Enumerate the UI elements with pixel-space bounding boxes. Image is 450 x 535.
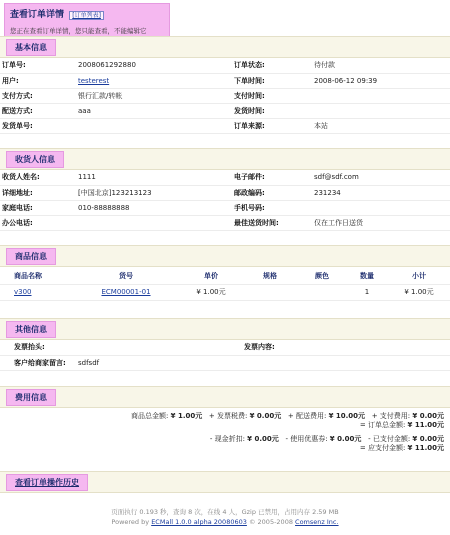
payment-fee-value: ¥ 0.00元 [412, 412, 444, 420]
zipcode-label: 邮政编码: [232, 185, 312, 200]
col-spec: 规格 [242, 269, 298, 284]
basic-info-table [0, 58, 450, 134]
zipcode-value: 231234 [312, 185, 450, 200]
order-time-value: 2008-06-12 09:39 [312, 73, 450, 88]
address-value: [中国北京]123213123 [76, 185, 232, 200]
other-section-bar [0, 318, 450, 340]
order-source-label: 订单来源: [232, 118, 312, 133]
payment-method-value: 银行汇款/转帐 [76, 88, 232, 103]
table-row [0, 200, 450, 215]
table-row [0, 103, 450, 118]
fees-title: 费用信息 [6, 389, 56, 406]
user-label: 用户: [0, 73, 76, 88]
cash-discount-value: ¥ 0.00元 [247, 435, 279, 443]
payment-fee-label: + 支付费用: [371, 412, 411, 420]
goods-section-bar [0, 245, 450, 267]
order-no-label: 订单号: [0, 58, 76, 73]
order-status-label: 订单状态: [232, 58, 312, 73]
goods-amount-label: 商品总金额: [131, 412, 169, 420]
best-time-label: 最佳送货时间: [232, 215, 312, 230]
basic-info-section-bar [0, 36, 450, 58]
shipping-time-label: 发货时间: [232, 103, 312, 118]
best-time-value: 仅在工作日送货 [312, 215, 450, 230]
goods-name-link[interactable]: v300 [14, 288, 32, 296]
shipping-method-label: 配送方式: [0, 103, 76, 118]
table-row [0, 118, 450, 133]
email-label: 电子邮件: [232, 170, 312, 185]
goods-amount-value: ¥ 1.00元 [170, 412, 203, 420]
other-table [0, 340, 450, 371]
goods-title: 商品信息 [6, 248, 56, 265]
table-row [0, 88, 450, 103]
ecmall-link[interactable]: ECMall 1.0.0 alpha 20080603 [151, 518, 247, 526]
basic-info-title: 基本信息 [6, 39, 56, 56]
other-title: 其他信息 [6, 321, 56, 338]
footer-stats: 页面执行 0.193 秒，查询 8 次，在线 4 人，Gzip 已禁用，占用内存 2.59 MB [111, 508, 339, 516]
consignee-name-label: 收货人姓名: [0, 170, 76, 185]
invoice-title-value [76, 340, 242, 355]
invoice-tax-label: + 发票税费: [208, 412, 248, 420]
payment-method-label: 支付方式: [0, 88, 76, 103]
message-label: 客户给商家留言: [0, 355, 76, 370]
order-list-link[interactable]: [订单列表] [69, 11, 104, 20]
table-row [0, 284, 450, 300]
history-link[interactable]: 查看订单操作历史 [6, 474, 88, 491]
address-label: 详细地址: [0, 185, 76, 200]
table-row [0, 340, 450, 355]
coupon-value: ¥ 0.00元 [329, 435, 362, 443]
user-link[interactable]: testerest [78, 76, 110, 85]
message-value: sdfsdf [76, 355, 242, 370]
table-row [0, 73, 450, 88]
page-header [4, 3, 170, 37]
office-phone-label: 办公电话: [0, 215, 76, 230]
consignee-table [0, 170, 450, 231]
table-row [0, 170, 450, 185]
order-total-value: ¥ 11.00元 [407, 421, 444, 429]
payment-time-value [312, 88, 450, 103]
col-color: 颜色 [298, 269, 346, 284]
fee-line-payable [360, 443, 444, 453]
footer [0, 507, 450, 527]
order-status-value: 待付款 [312, 58, 450, 73]
fees-section-bar [0, 386, 450, 408]
office-phone-value [76, 215, 232, 230]
invoice-tax-value: ¥ 0.00元 [249, 412, 282, 420]
table-row [0, 185, 450, 200]
page-subtitle: 您正在查看订单详情，您只能查看，不能编辑它 [10, 27, 147, 35]
paid-amount-value: ¥ 0.00元 [412, 435, 444, 443]
coupon-label: - 使用优惠券: [285, 435, 328, 443]
payment-time-label: 支付时间: [232, 88, 312, 103]
col-qty: 数量 [346, 269, 388, 284]
order-no-value: 2008061292880 [76, 58, 232, 73]
order-total-label: = 订单总金额: [359, 421, 406, 429]
mobile-label: 手机号码: [232, 200, 312, 215]
goods-subtotal: ¥ 1.00元 [388, 284, 450, 300]
table-row [0, 355, 450, 370]
goods-sku-link[interactable]: ECM00001-01 [101, 288, 151, 296]
goods-table [0, 269, 450, 301]
payable-value: ¥ 11.00元 [407, 444, 444, 452]
consignee-section-bar [0, 148, 450, 170]
col-price: 单价 [180, 269, 242, 284]
footer-powered [0, 517, 450, 527]
payable-label: = 应支付金额: [359, 444, 406, 452]
col-name: 商品名称 [0, 269, 72, 284]
invoice-content-label: 发票内容: [242, 340, 312, 355]
goods-price: ¥ 1.00元 [180, 284, 242, 300]
invoice-title-label: 发票抬头: [0, 340, 76, 355]
invoice-content-value [312, 340, 450, 355]
goods-header-row [0, 269, 450, 284]
col-subtotal: 小计 [388, 269, 450, 284]
fee-line-order-total [360, 420, 444, 430]
order-source-value: 本站 [312, 118, 450, 133]
copyright-text: © 2005-2008 [248, 518, 293, 526]
table-row [0, 58, 450, 73]
invoice-no-label: 发货单号: [0, 118, 76, 133]
invoice-no-value [76, 118, 232, 133]
shipping-fee-value: ¥ 10.00元 [328, 412, 366, 420]
shipping-fee-label: + 配送费用: [287, 412, 327, 420]
goods-qty: 1 [346, 284, 388, 300]
consignee-title: 收货人信息 [6, 151, 64, 168]
powered-by-text: Powered by [111, 518, 150, 526]
comsenz-link[interactable]: Comsenz Inc. [295, 518, 339, 526]
order-time-label: 下单时间: [232, 73, 312, 88]
page-title: 查看订单详情 [10, 10, 65, 20]
history-section-bar [0, 471, 450, 493]
email-value: sdf@sdf.com [312, 170, 450, 185]
cash-discount-label: - 现金折扣: [209, 435, 245, 443]
goods-spec [242, 284, 298, 300]
home-phone-value: 010-88888888 [76, 200, 232, 215]
shipping-time-value [312, 103, 450, 118]
table-row [0, 215, 450, 230]
goods-color [298, 284, 346, 300]
home-phone-label: 家庭电话: [0, 200, 76, 215]
col-sku: 货号 [72, 269, 180, 284]
shipping-method-value: aaa [76, 103, 232, 118]
paid-amount-label: - 已支付金额: [368, 435, 411, 443]
consignee-name-value: 1111 [76, 170, 232, 185]
mobile-value [312, 200, 450, 215]
